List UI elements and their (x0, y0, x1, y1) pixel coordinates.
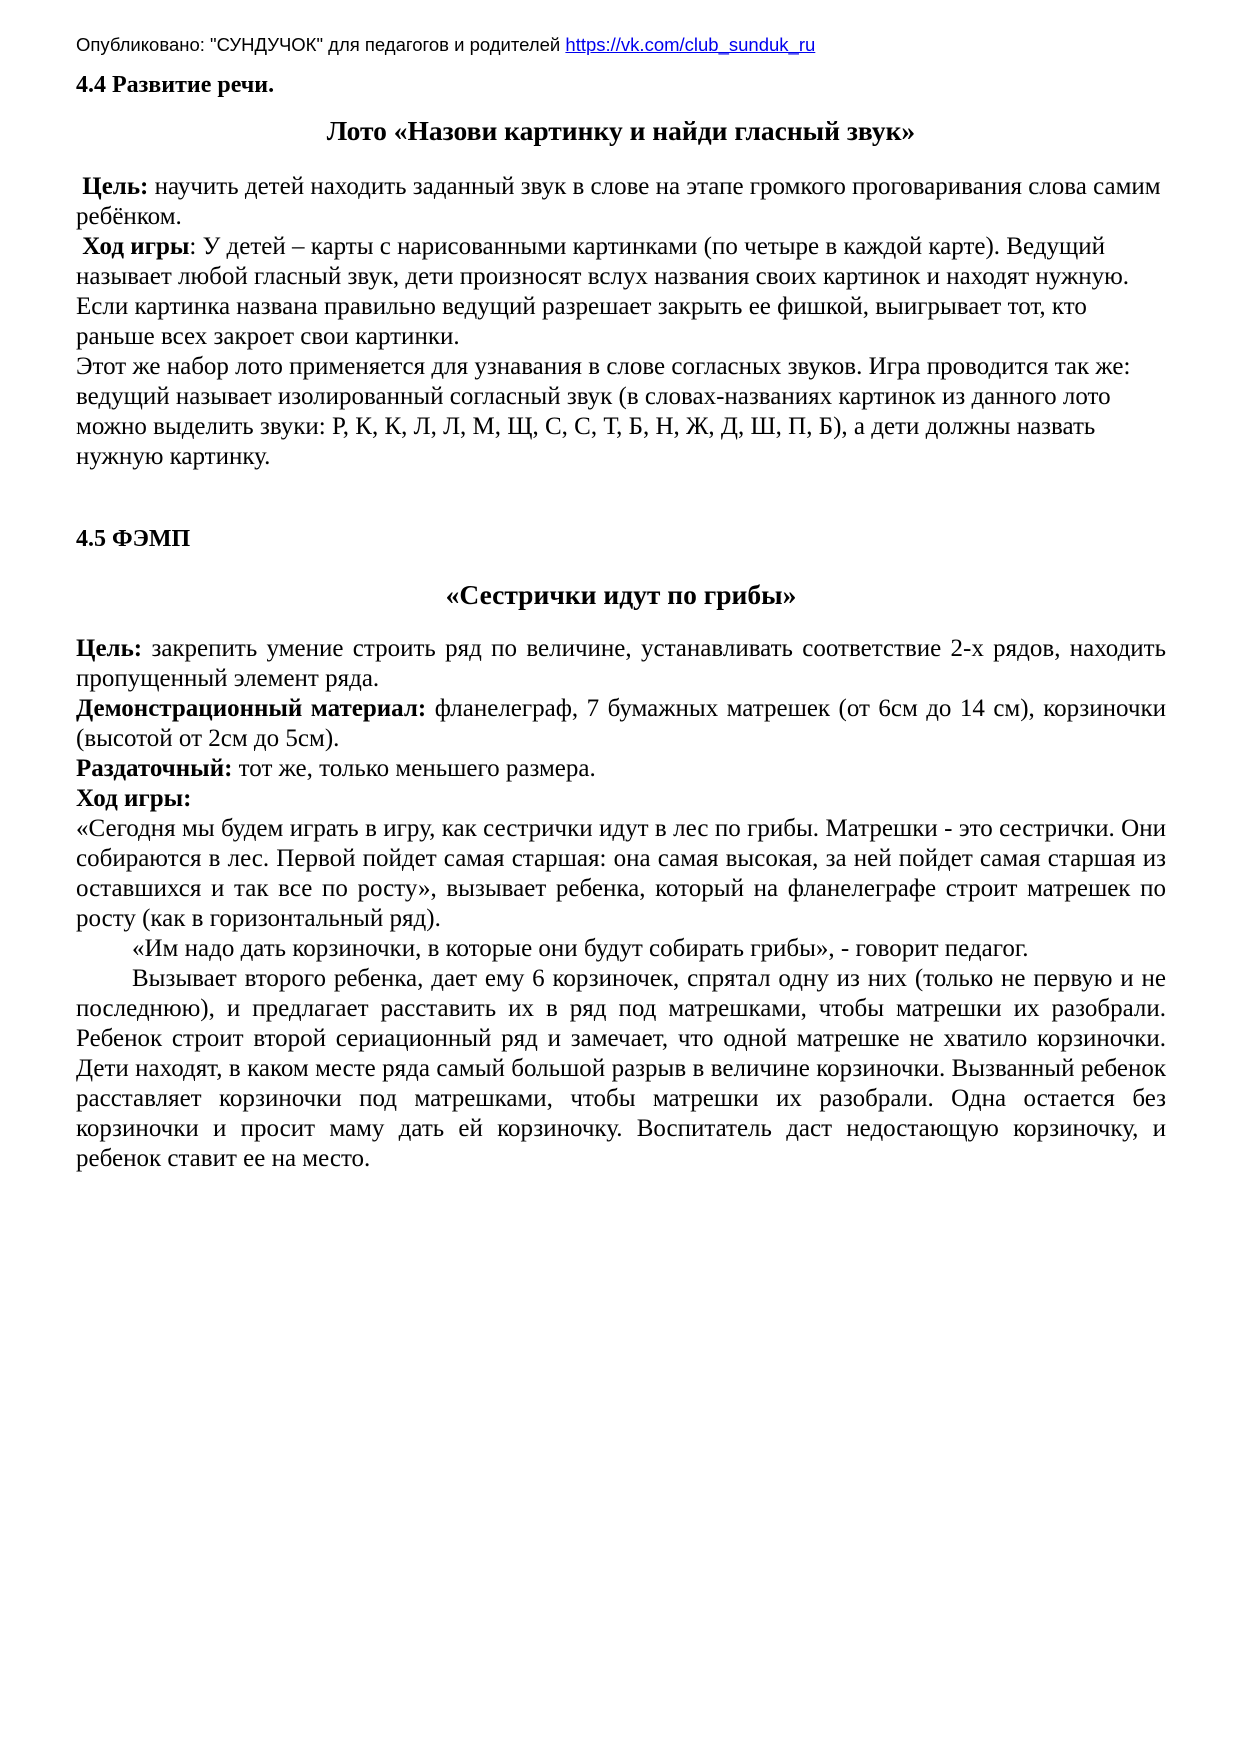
goal-text: научить детей находить заданный звук в слове на этапе громкого проговаривания слова самим ребёнком. (76, 173, 1161, 230)
publication-header (76, 34, 1166, 56)
course-label: Ход игры (82, 233, 190, 260)
goal-label: Цель: (76, 635, 143, 662)
section-heading-4-4: 4.4 Развитие речи. (76, 72, 275, 98)
section-4-4-body (76, 172, 1166, 472)
game-paragraph-2: «Им надо дать корзиночки, в которые они будут собирать грибы», - говорит педагог. (132, 935, 1029, 962)
course-paragraph (76, 232, 1166, 352)
game-paragraph-3: Вызывает второго ребенка, дает ему 6 корзиночек, спрятал одну из них (только не первую и не последнюю), и предлагает расставить их в ряд под матрешками, чтобы матрешки их разобрали. Ребенок строит второй сериационный ряд и замечает, что одной матрешке не хватило корзиночки. Дети находят, в каком месте ряда самый большой разрыв в величине корзиночки. Вызванный ребенок расставляет корзиночки под матрешками, чтобы матрешки их разобрали. Одна остается без корзиночки и просит маму дать ей корзиночку. Воспитатель даст недостающую корзиночку, и ребенок ставит ее на место. (76, 965, 1166, 1172)
header-link[interactable]: https://vk.com/club_sunduk_ru (565, 34, 816, 55)
demo-material-label: Демонстрационный материал: (76, 695, 427, 722)
handout-text: тот же, только меньшего размера. (232, 755, 596, 782)
goal-label: Цель: (82, 173, 149, 200)
game-title-loto: Лото «Назови картинку и найди гласный звук» (326, 115, 916, 146)
header-text: Опубликовано: "СУНДУЧОК" для педагогов и родителей (76, 34, 566, 55)
demo-material-text: фланелеграф, 7 бумажных матрешек (от 6см до 14 см), корзиночки (высотой от 2см до 5см). (76, 695, 1167, 752)
goal-paragraph (76, 172, 1166, 232)
section-heading-4-5: 4.5 ФЭМП (76, 526, 191, 552)
section-4-5-body (76, 634, 1166, 1174)
course-text: : У детей – карты с нарисованными картинками (по четыре в каждой карте). Ведущий называет любой гласный звук, дети произносят вслух названия своих картинок и находят нужную. Если картинка названа правильно ведущий разрешает закрыть ее фишкой, выигрывает тот, кто раньше всех закроет свои картинки. (76, 233, 1130, 350)
game-title-sisters: «Сестрички идут по грибы» (445, 579, 797, 610)
handout-label: Раздаточный: (76, 755, 233, 782)
course-label-paragraph (76, 784, 1166, 814)
game-paragraph-1: «Сегодня мы будем играть в игру, как сестрички идут в лес по грибы. Матрешки - это сестрички. Они собираются в лес. Первой пойдет самая старшая: она самая высокая, за ней пойдет самая старшая из оставшихся и так все по росту», вызывает ребенка, который на фланелеграфе строит матрешек по росту (как в горизонтальный ряд). (76, 815, 1166, 932)
handout-paragraph (76, 754, 1166, 784)
demo-material-paragraph (76, 694, 1166, 754)
course-label: Ход игры: (76, 785, 192, 812)
goal-paragraph (76, 634, 1166, 694)
extra-paragraph: Этот же набор лото применяется для узнавания в слове согласных звуков. Игра проводится так же: ведущий называет изолированный согласный звук (в словах-названиях картинок из данного лото можно выделить звуки: Р, К, К, Л, Л, М, Щ, С, С, Т, Б, Н, Ж, Д, Ш, П, Б), а дети должны назвать нужную картинку. (76, 353, 1131, 470)
goal-text: закрепить умение строить ряд по величине, устанавливать соответствие 2-х рядов, находить пропущенный элемент ряда. (76, 635, 1166, 692)
